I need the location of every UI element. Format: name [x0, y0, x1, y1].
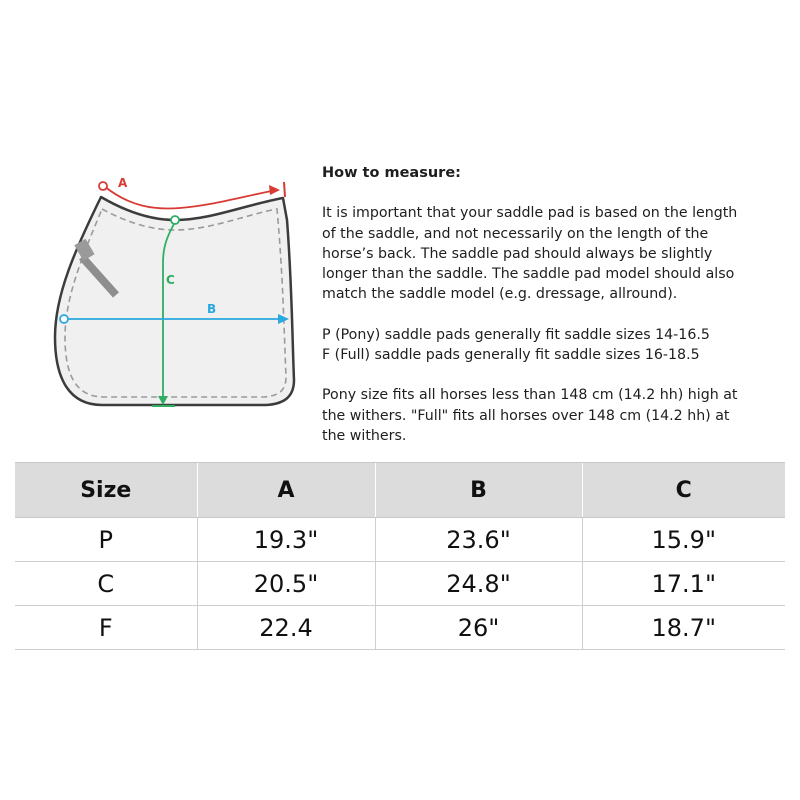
instructions-line: the withers. — [322, 427, 407, 444]
pony-size-note: P (Pony) saddle pads generally fit saddle sizes 14-16.5 — [322, 326, 710, 343]
header-c: C — [582, 463, 785, 518]
cell-a: 22.4 — [197, 606, 375, 650]
instructions-line: longer than the saddle. The saddle pad model should also — [322, 266, 735, 283]
measure-a-start — [99, 182, 107, 190]
measure-c-label: C — [166, 273, 175, 287]
instructions-line: It is important that your saddle pad is based on the length — [322, 205, 738, 222]
measure-a-line — [104, 186, 272, 209]
cell-c: 18.7" — [582, 606, 785, 650]
instructions-line: of the saddle, and not necessarily on the length of the — [322, 225, 709, 242]
measure-a-label: A — [118, 176, 128, 190]
cell-size: F — [15, 606, 197, 650]
instructions-line: horse’s back. The saddle pad should always be slightly — [322, 245, 713, 262]
table-row — [15, 562, 785, 606]
cell-b: 23.6" — [375, 518, 582, 562]
instructions-line: match the saddle model (e.g. dressage, allround). — [322, 286, 678, 303]
measure-b-label: B — [207, 302, 217, 316]
instructions-line: the withers. "Full" fits all horses over 148 cm (14.2 hh) at — [322, 407, 730, 424]
cell-c: 17.1" — [582, 562, 785, 606]
measure-a-arrow — [269, 185, 280, 195]
measurement-instructions — [322, 163, 772, 446]
cell-a: 20.5" — [197, 562, 375, 606]
saddle-pad-outline — [55, 197, 294, 405]
measure-c-start — [171, 216, 179, 224]
header-size: Size — [15, 463, 197, 518]
saddle-pad-diagram — [40, 165, 310, 415]
cell-b: 24.8" — [375, 562, 582, 606]
table-header-row — [15, 463, 785, 518]
header-a: A — [197, 463, 375, 518]
cell-a: 19.3" — [197, 518, 375, 562]
measure-b-start — [60, 315, 68, 323]
cell-b: 26" — [375, 606, 582, 650]
table-row — [15, 518, 785, 562]
header-b: B — [375, 463, 582, 518]
cell-c: 15.9" — [582, 518, 785, 562]
size-table — [15, 462, 785, 650]
measure-a-end-bar — [284, 182, 285, 197]
instructions-line: Pony size fits all horses less than 148 cm (14.2 hh) high at — [322, 387, 738, 404]
cell-size: C — [15, 562, 197, 606]
full-size-note: F (Full) saddle pads generally fit saddle sizes 16-18.5 — [322, 347, 700, 364]
instructions-heading: How to measure: — [322, 165, 461, 181]
table-row — [15, 606, 785, 650]
cell-size: P — [15, 518, 197, 562]
